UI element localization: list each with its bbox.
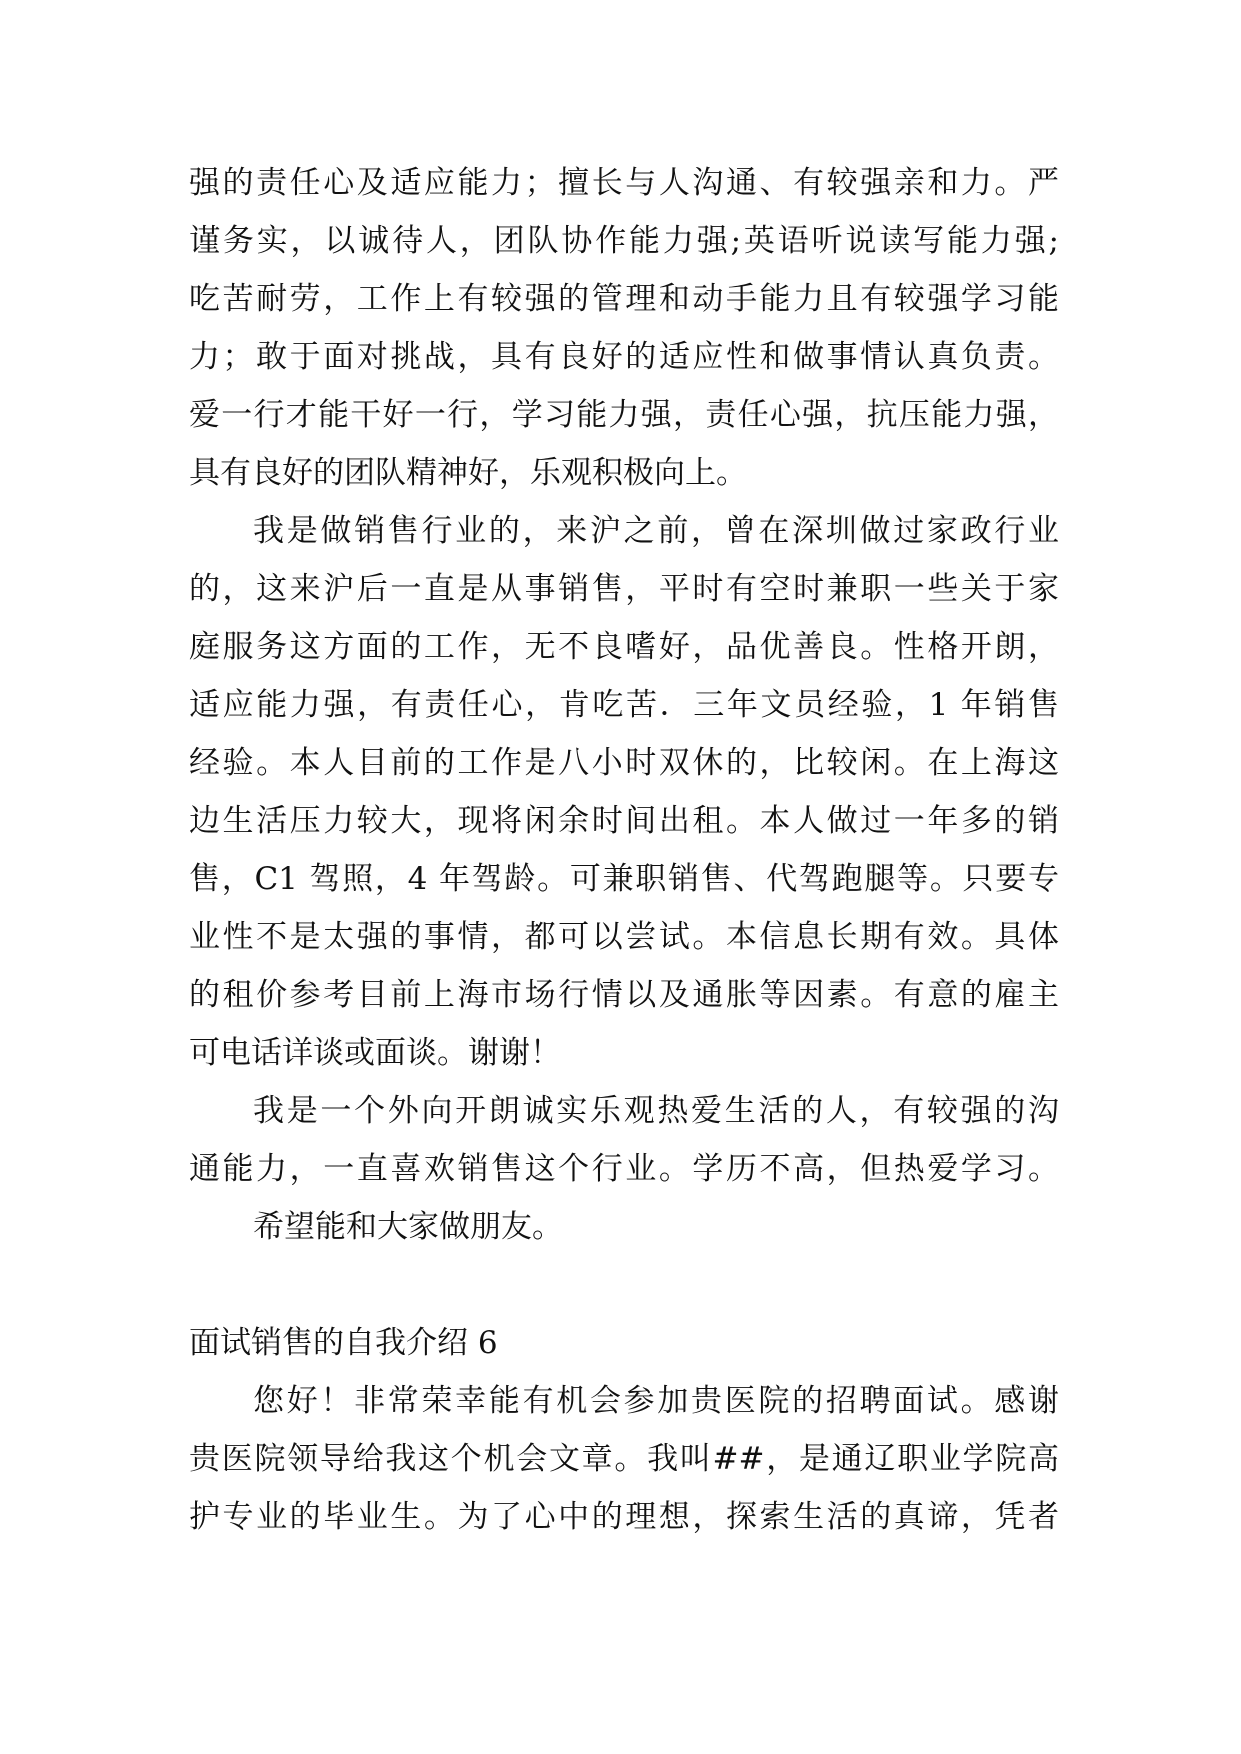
paragraph-1 (189, 154, 1059, 502)
text-line: 吃苦耐劳，工作上有较强的管理和动手能力且有较强学习能 (189, 281, 1059, 317)
text-line: 的，这来沪后一直是从事销售，平时有空时兼职一些关于家 (189, 571, 1059, 607)
text-line: 力；敢于面对挑战，具有良好的适应性和做事情认真负责。 (189, 339, 1059, 375)
text-line: 爱一行才能干好一行，学习能力强，责任心强，抗压能力强， (189, 397, 1059, 433)
text-line: 我是做销售行业的，来沪之前，曾在深圳做过家政行业 (253, 513, 1059, 549)
text-line: 谨务实，以诚待人，团队协作能力强;英语听说读写能力强; (189, 223, 1059, 259)
blank-line (189, 1256, 1059, 1314)
paragraph-2 (189, 502, 1059, 1082)
text-line: 边生活压力较大，现将闲余时间出租。本人做过一年多的销 (189, 803, 1059, 839)
paragraph-3 (189, 1082, 1059, 1198)
text-line: 强的责任心及适应能力；擅长与人沟通、有较强亲和力。严 (189, 165, 1059, 201)
text-line: 通能力，一直喜欢销售这个行业。学历不高，但热爱学习。 (189, 1151, 1059, 1187)
paragraph-5 (189, 1372, 1059, 1546)
text-line: 您好！非常荣幸能有机会参加贵医院的招聘面试。感谢 (253, 1383, 1059, 1419)
text-line: 业性不是太强的事情，都可以尝试。本信息长期有效。具体 (189, 919, 1059, 955)
text-line: 售，C1 驾照，4 年驾龄。可兼职销售、代驾跑腿等。只要专 (189, 861, 1059, 897)
text-line: 经验。本人目前的工作是八小时双休的，比较闲。在上海这 (189, 745, 1059, 781)
text-line: 我是一个外向开朗诚实乐观热爱生活的人，有较强的沟 (253, 1093, 1059, 1129)
text-line: 贵医院领导给我这个机会文章。我叫##，是通辽职业学院高 (189, 1441, 1059, 1477)
text-line: 的租价参考目前上海市场行情以及通胀等因素。有意的雇主 (189, 977, 1059, 1013)
text-line: 适应能力强，有责任心，肯吃苦．三年文员经验，1 年销售 (189, 687, 1059, 723)
section-heading: 面试销售的自我介绍 6 (189, 1325, 498, 1361)
text-line: 庭服务这方面的工作，无不良嗜好，品优善良。性格开朗， (189, 629, 1059, 665)
text-line: 可电话详谈或面谈。谢谢！ (189, 1035, 561, 1071)
text-line: 护专业的毕业生。为了心中的理想，探索生活的真谛，凭者 (189, 1499, 1059, 1535)
text-line: 具有良好的团队精神好，乐观积极向上。 (189, 455, 747, 491)
paragraph-4 (189, 1198, 1059, 1256)
document-body (189, 154, 1059, 1546)
text-line: 希望能和大家做朋友。 (253, 1209, 563, 1245)
